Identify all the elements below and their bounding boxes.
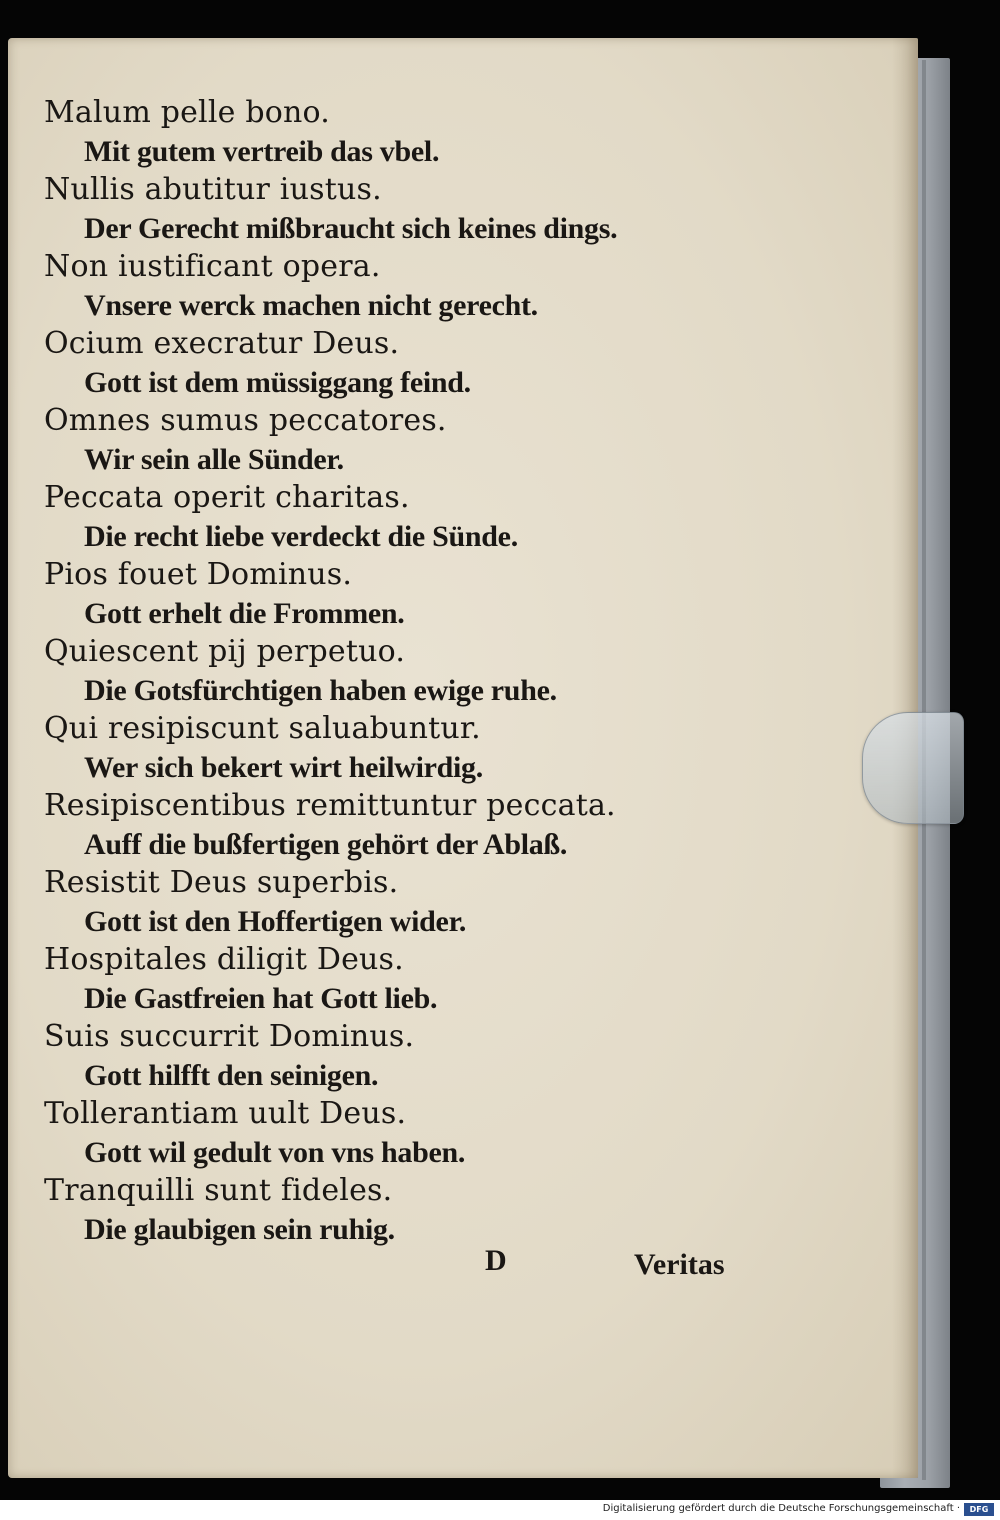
- line-german: Gott ist dem müssiggang feind.: [84, 365, 471, 399]
- line-german: Gott hilfft den seinigen.: [84, 1058, 379, 1092]
- line-german: Auff die bußfertigen gehört der Ablaß.: [84, 827, 568, 861]
- line-latin: Suis succurrit Dominus.: [44, 1019, 415, 1054]
- line-latin: Nullis abutitur iustus.: [44, 172, 382, 207]
- line-latin: Qui resipiscunt saluabuntur.: [44, 711, 481, 746]
- line-latin: Malum pelle bono.: [44, 95, 330, 130]
- line-latin: Omnes sumus peccatores.: [44, 403, 447, 438]
- line-german: Mit gutem vertreib das vbel.: [84, 134, 440, 168]
- line-latin: Tranquilli sunt fideles.: [44, 1173, 393, 1208]
- line-german: Wir sein alle Sünder.: [84, 442, 344, 476]
- line-german: Vnsere werck machen nicht gerecht.: [84, 288, 538, 322]
- line-latin: Resistit Deus superbis.: [44, 865, 399, 900]
- line-latin: Peccata operit charitas.: [44, 480, 410, 515]
- line-german: Wer sich bekert wirt heilwirdig.: [84, 750, 483, 784]
- funding-credit: Digitalisierung gefördert durch die Deutsche Forschungsgemeinschaft ·: [602, 1503, 960, 1514]
- line-latin: Quiescent pij perpetuo.: [44, 634, 406, 669]
- line-latin: Tollerantiam uult Deus.: [44, 1096, 407, 1131]
- line-latin: Non iustificant opera.: [44, 249, 381, 284]
- line-latin: Pios fouet Dominus.: [44, 557, 353, 592]
- line-german: Gott ist den Hoffertigen wider.: [84, 904, 467, 938]
- line-latin: Hospitales diligit Deus.: [44, 942, 404, 977]
- line-german: Gott wil gedult von vns haben.: [84, 1135, 466, 1169]
- plastic-page-clip: [862, 712, 964, 824]
- line-german: Die Gastfreien hat Gott lieb.: [84, 981, 438, 1015]
- signature-mark: D: [485, 1244, 507, 1277]
- line-german: Die glaubigen sein ruhig.: [84, 1212, 395, 1246]
- line-german: Die recht liebe verdeckt die Sünde.: [84, 519, 518, 553]
- dfg-logo-icon: DFG: [964, 1503, 994, 1516]
- line-german: Die Gotsfürchtigen haben ewige ruhe.: [84, 673, 557, 707]
- line-german: Der Gerecht mißbraucht sich keines dings.: [84, 211, 618, 245]
- sentences-text-block: [44, 94, 744, 1249]
- line-latin: Ocium execratur Deus.: [44, 326, 400, 361]
- line-german: Gott erhelt die Frommen.: [84, 596, 405, 630]
- catchword: Veritas: [634, 1248, 725, 1281]
- line-latin: Resipiscentibus remittuntur peccata.: [44, 788, 616, 823]
